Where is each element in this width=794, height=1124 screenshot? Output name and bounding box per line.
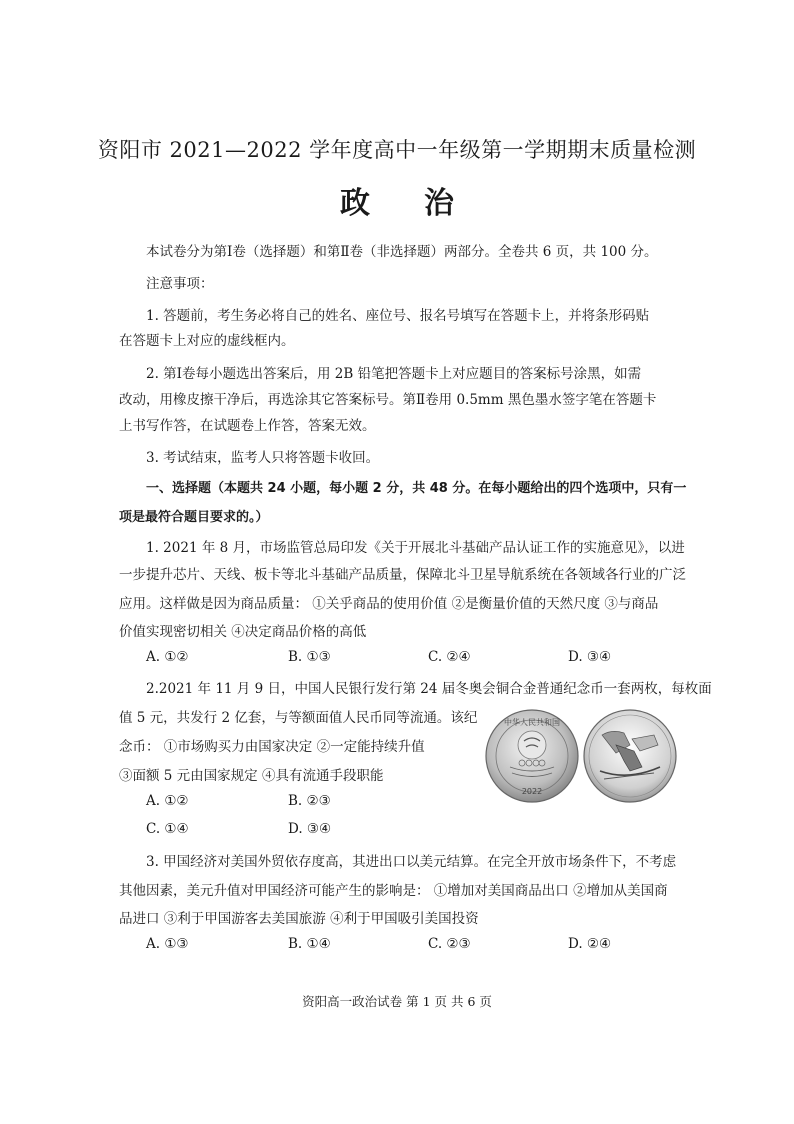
subject-char-1: 政 xyxy=(340,186,370,221)
subject-char-2: 治 xyxy=(424,186,454,221)
q1-option-c: C. ②④ xyxy=(428,649,471,665)
q3-line-3: 品进口 ③利于甲国游客去美国旅游 ④利于甲国吸引美国投资 xyxy=(119,911,479,927)
q3-option-d: D. ②④ xyxy=(568,936,612,952)
q1-line-1: 1. 2021 年 8 月，市场监管总局印发《关于开展北斗基础产品认证工作的实施意见》，以进 xyxy=(146,540,685,556)
q1-option-b: B. ①③ xyxy=(288,649,331,665)
intro-text: 本试卷分为第Ⅰ卷（选择题）和第Ⅱ卷（非选择题）两部分。全卷共 6 页，共 100 分。 xyxy=(146,244,658,260)
coin-back xyxy=(584,710,676,802)
q2-option-c: C. ①④ xyxy=(146,821,189,837)
page-footer: 资阳高一政治试卷 第 1 页 共 6 页 xyxy=(302,994,492,1009)
q3-option-a: A. ①③ xyxy=(146,936,189,952)
exam-title: 资阳市 2021—2022 学年度高中一年级第一学期期末质量检测 xyxy=(97,138,697,162)
commemorative-coins-image xyxy=(482,705,679,805)
note-3: 3. 考试结束，监考人只将答题卡收回。 xyxy=(146,450,380,466)
note-2-line-3: 上书写作答，在试题卷上作答，答案无效。 xyxy=(119,418,376,434)
section-1-heading-line-2: 项是最符合题目要求的。） xyxy=(119,510,269,525)
q2-line-4: ③面额 5 元由国家规定 ④具有流通手段职能 xyxy=(119,768,384,784)
q2-option-d: D. ③④ xyxy=(288,821,332,837)
subject-title xyxy=(0,178,794,222)
q2-option-b: B. ②③ xyxy=(288,793,331,809)
q3-option-c: C. ②③ xyxy=(428,936,471,952)
note-1-line-2: 在答题卡上对应的虚线框内。 xyxy=(119,333,295,349)
q2-option-a: A. ①② xyxy=(146,793,189,809)
note-1-line-1: 1. 答题前，考生务必将自己的姓名、座位号、报名号填写在答题卡上，并将条形码贴 xyxy=(146,308,650,324)
q1-line-4: 价值实现密切相关 ④决定商品价格的高低 xyxy=(119,624,367,640)
q2-line-1: 2.2021 年 11 月 9 日，中国人民银行发行第 24 届冬奥会铜合金普通纪念币一套两枚，每枚面 xyxy=(146,681,712,697)
note-2-line-1: 2. 第Ⅰ卷每小题选出答案后，用 2B 铅笔把答题卡上对应题目的答案标号涂黑，如需 xyxy=(146,366,642,382)
q2-line-2: 值 5 元，共发行 2 亿套，与等额面值人民币同等流通。该纪 xyxy=(119,710,478,726)
q1-option-d: D. ③④ xyxy=(568,649,612,665)
q1-option-a: A. ①② xyxy=(146,649,189,665)
coin-inscription: 中华人民共和国 xyxy=(504,718,560,727)
notes-title: 注意事项： xyxy=(146,276,214,292)
q1-line-2: 一步提升芯片、天线、板卡等北斗基础产品质量，保障北斗卫星导航系统在各领域各行业的广泛 xyxy=(119,567,686,583)
q2-line-3: 念币： ①市场购买力由国家决定 ②一定能持续升值 xyxy=(119,739,425,755)
coin-front xyxy=(486,710,578,802)
section-1-heading-line-1: 一、选择题（本题共 24 小题，每小题 2 分，共 48 分。在每小题给出的四个选项中，只有一 xyxy=(146,481,687,496)
q3-option-b: B. ①④ xyxy=(288,936,331,952)
q3-line-2: 其他因素，美元升值对甲国经济可能产生的影响是： ①增加对美国商品出口 ②增加从美国商 xyxy=(119,883,668,899)
q1-line-3: 应用。这样做是因为商品质量： ①关乎商品的使用价值 ②是衡量价值的天然尺度 ③与商品 xyxy=(119,596,659,612)
note-2-line-2: 改动，用橡皮擦干净后，再选涂其它答案标号。第Ⅱ卷用 0.5mm 黑色墨水签字笔在答题卡 xyxy=(119,392,657,408)
q3-line-1: 3. 甲国经济对美国外贸依存度高，其进出口以美元结算。在完全开放市场条件下，不考虑 xyxy=(146,854,677,870)
coin-year: 2022 xyxy=(521,787,543,796)
